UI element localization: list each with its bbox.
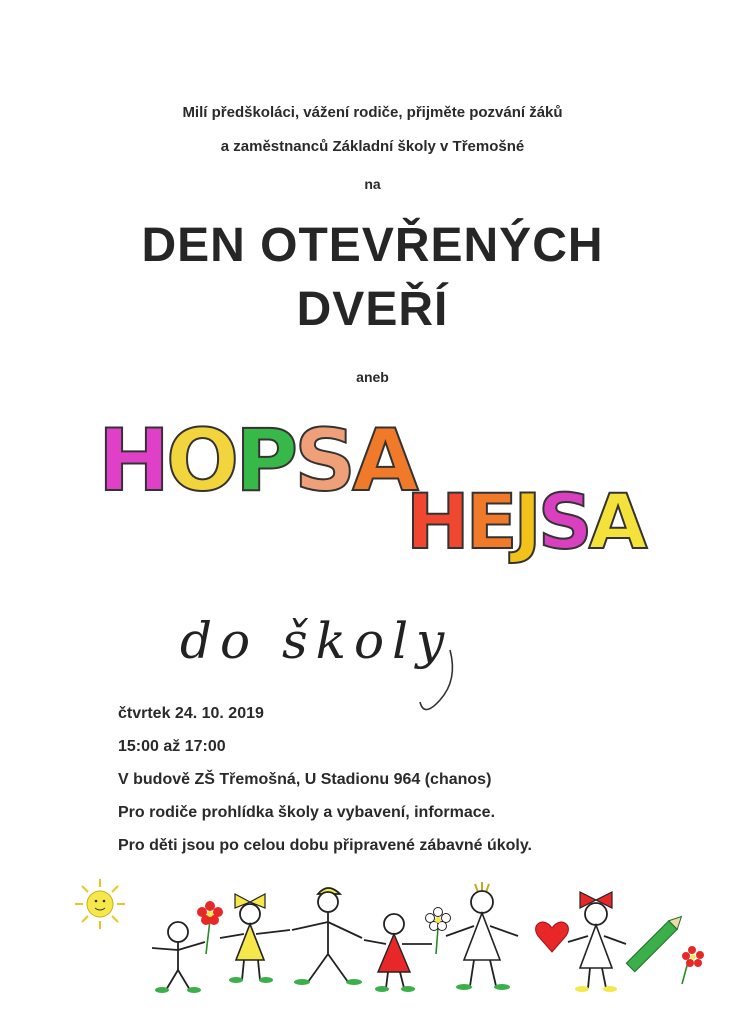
- heart-icon: [536, 922, 569, 952]
- title-line-1: DEN OTEVŘENÝCH: [141, 219, 604, 272]
- bubble-letter-word2-4: A: [588, 477, 648, 566]
- na-text: na: [364, 176, 381, 192]
- bubble-letter-word1-4: A: [352, 411, 419, 511]
- child-figure-4: [364, 914, 432, 992]
- invitation-intro: [0, 96, 745, 164]
- hopsa-bubble-letters: [98, 411, 419, 511]
- bubble-letter-word2-2: J: [513, 477, 542, 566]
- bubble-letter-word2-3: S: [537, 477, 593, 566]
- children-info: Pro děti jsou po celou dobu připravené zábavné úkoly.: [118, 837, 532, 854]
- event-place: V budově ZŠ Třemošná, U Stadionu 964 (chanos): [118, 771, 492, 788]
- flower-icon-red: [197, 901, 223, 954]
- pencil-icon: [626, 912, 685, 971]
- aneb-text: aneb: [356, 369, 389, 385]
- event-time: 15:00 až 17:00: [118, 738, 226, 755]
- flower-icon-small: [682, 946, 704, 984]
- child-figure-3: [292, 888, 362, 985]
- event-details: [118, 697, 532, 862]
- bubble-letter-word2-0: H: [406, 477, 470, 566]
- bubble-letter-word1-1: O: [165, 411, 240, 511]
- children-drawing: [60, 872, 740, 1012]
- child-figure-6: [568, 892, 626, 992]
- bubble-letter-word1-0: H: [98, 411, 170, 511]
- hejsa-bubble-letters: [406, 477, 648, 566]
- page-title: [0, 214, 745, 342]
- flower-icon-white: [426, 908, 451, 955]
- handwritten-do-skoly: do školy: [180, 612, 453, 670]
- event-date: čtvrtek 24. 10. 2019: [118, 705, 264, 722]
- bubble-letter-word1-2: P: [235, 411, 299, 511]
- child-figure-5: [446, 882, 518, 990]
- child-figure-1: [152, 922, 205, 993]
- intro-line-1: Milí předškoláci, vážení rodiče, přijměte pozvání žáků: [182, 104, 563, 121]
- child-figure-2: [220, 894, 290, 983]
- bubble-letter-word2-1: E: [465, 477, 518, 566]
- title-line-2: DVEŘÍ: [296, 283, 449, 336]
- intro-line-2: a zaměstnanců Základní školy v Třemošné: [220, 138, 525, 155]
- parents-info: Pro rodiče prohlídka školy a vybavení, informace.: [118, 804, 496, 821]
- sun-icon: [75, 879, 125, 929]
- bubble-letter-word1-3: S: [294, 411, 357, 511]
